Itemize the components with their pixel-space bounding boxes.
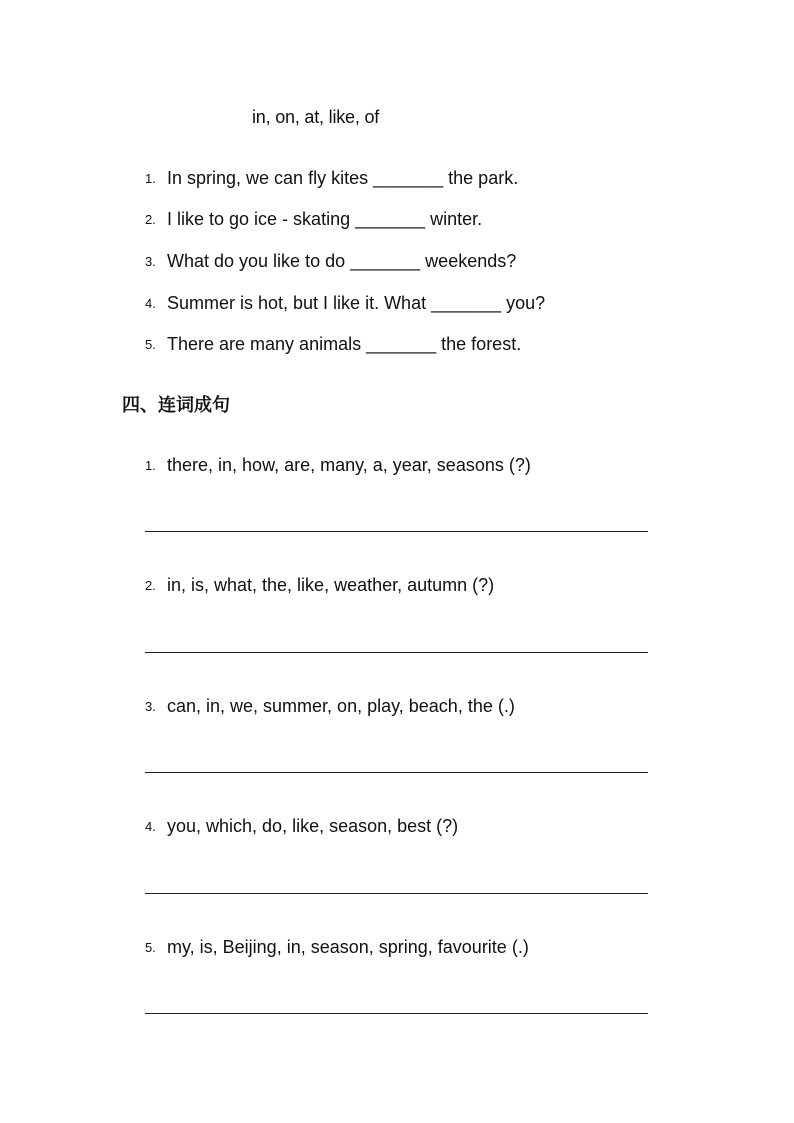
item-number: 5.	[145, 337, 156, 352]
item-number: 3.	[145, 254, 156, 269]
item-number: 2.	[145, 578, 156, 593]
item-text: in, is, what, the, like, weather, autumn (?)	[167, 575, 495, 595]
word-bank: in, on, at, like, of	[252, 107, 380, 127]
answer-line[interactable]	[145, 772, 648, 773]
item-number: 3.	[145, 699, 156, 714]
item-text: there, in, how, are, many, a, year, seasons (?)	[167, 455, 531, 475]
answer-line[interactable]	[145, 531, 648, 532]
item-number: 4.	[145, 819, 156, 834]
answer-line[interactable]	[145, 1013, 648, 1014]
item-text: can, in, we, summer, on, play, beach, the (.)	[167, 696, 515, 716]
item-text: There are many animals _______ the forest.	[167, 334, 522, 354]
word-order-item	[145, 575, 494, 596]
fill-blank-item	[145, 293, 545, 314]
item-text: Summer is hot, but I like it. What _______ you?	[167, 293, 546, 313]
item-text: my, is, Beijing, in, season, spring, favourite (.)	[167, 937, 529, 957]
item-text: you, which, do, like, season, best (?)	[167, 816, 459, 836]
item-text: In spring, we can fly kites _______ the park.	[167, 168, 519, 188]
fill-blank-item	[145, 251, 516, 272]
answer-line[interactable]	[145, 652, 648, 653]
item-number: 5.	[145, 940, 156, 955]
fill-blank-item	[145, 334, 521, 355]
fill-blank-item	[145, 168, 518, 189]
answer-line[interactable]	[145, 893, 648, 894]
item-number: 4.	[145, 296, 156, 311]
word-order-item	[145, 696, 515, 717]
word-order-item	[145, 937, 529, 958]
item-number: 2.	[145, 212, 156, 227]
fill-blank-item	[145, 209, 482, 230]
word-order-item	[145, 455, 531, 476]
item-text: I like to go ice - skating _______ winter.	[167, 209, 483, 229]
item-number: 1.	[145, 458, 156, 473]
item-number: 1.	[145, 171, 156, 186]
section-title: 四、连词成句	[122, 395, 230, 416]
word-order-item	[145, 816, 458, 837]
item-text: What do you like to do _______ weekends?	[167, 251, 517, 271]
